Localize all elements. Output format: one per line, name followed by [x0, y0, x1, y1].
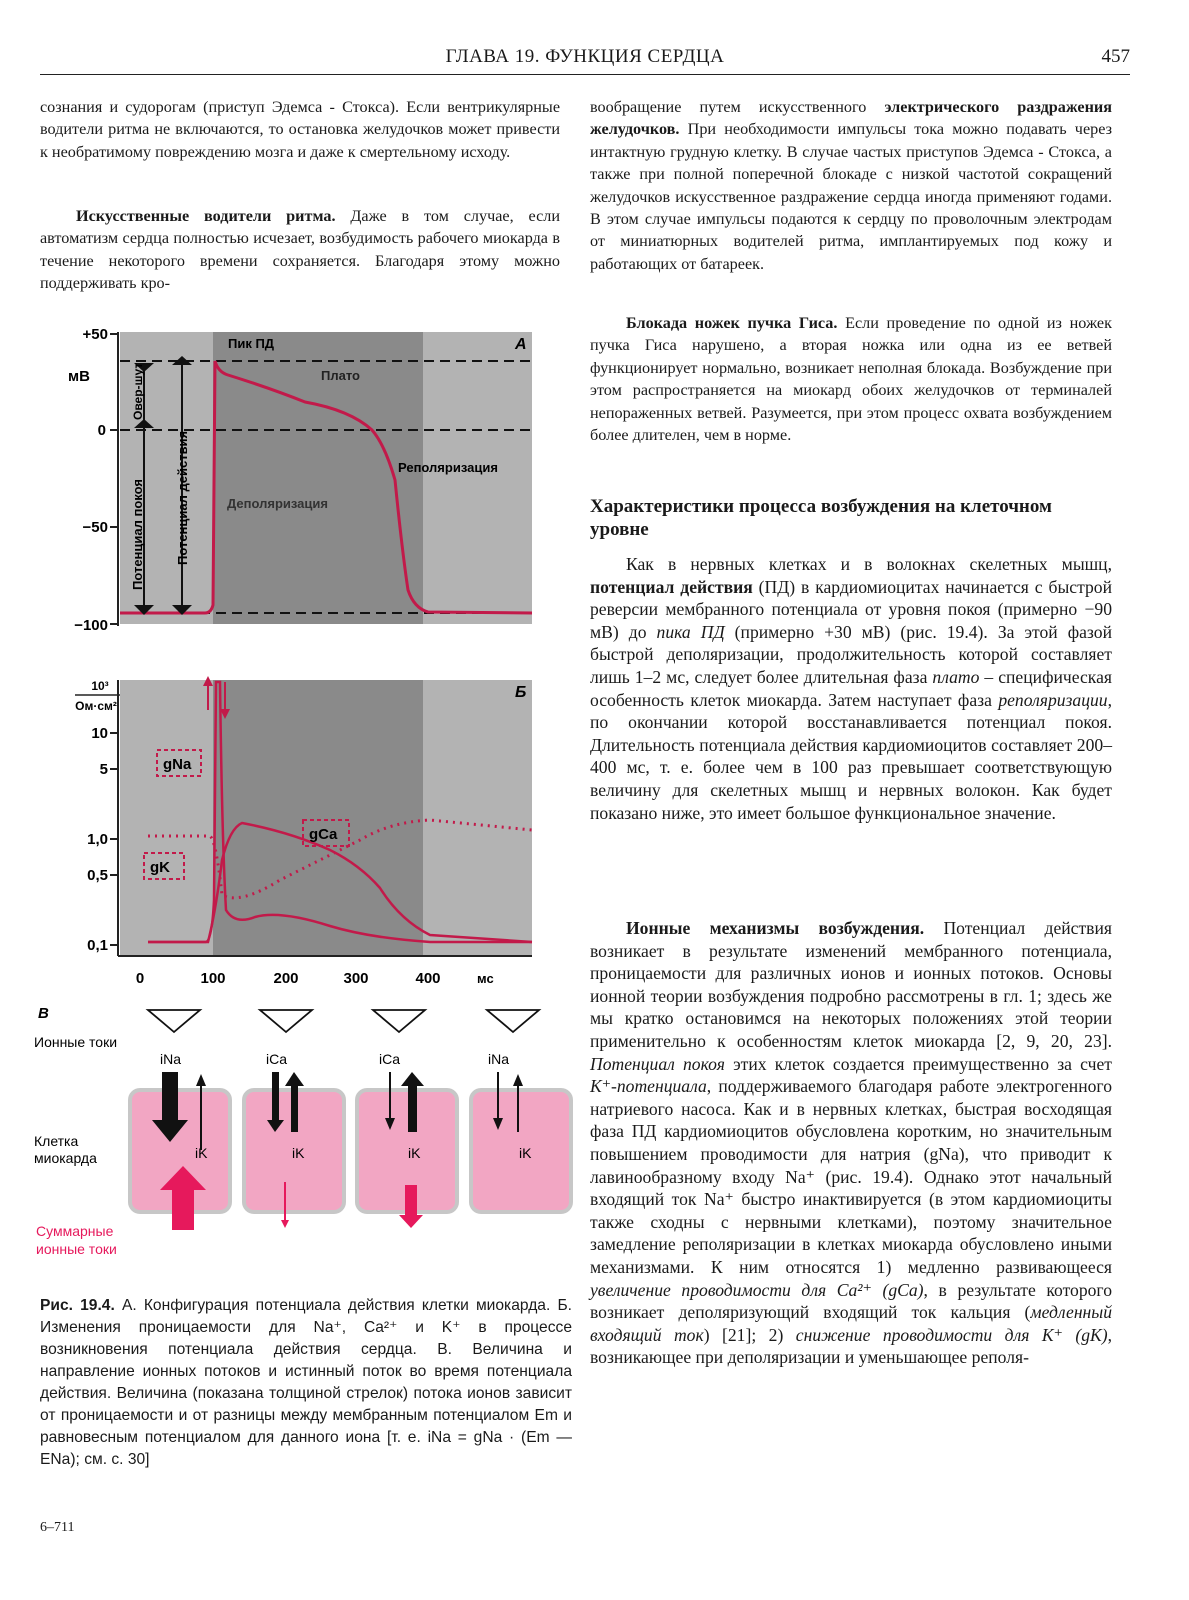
left-paragraph-2: [40, 205, 560, 295]
cell-3-top-label: iCa: [379, 1051, 401, 1067]
caption-text: А. Конфигурация потенциала действия клетки миокарда. Б. Изменения проницаемости для Na⁺, Ca²⁺ и K⁺ в процессе возникновения потенциала действия сердца. В. Величина и направление ионных потоков и истинный поток во время потенциала действия. Величина (показана толщиной стрелок) потока ионов зависит от проницаемости и от разницы между мембранным потенциалом Em и равновесным потенциалом для данного иона [т. е. iNa = gNa · (Em — ENa); см. с. 30]: [40, 1297, 573, 1468]
net-inward-arrow: [172, 1190, 194, 1230]
phase-marker-triangle: [260, 1010, 312, 1032]
left-paragraph-1: сознания и судорогам (приступ Эдемса - Стокса). Если вентрикулярные водители ритма не включаются, то остановка желудочков может привести к необратимому повреждению мозга и даже к смертельному исходу.: [40, 98, 560, 161]
panel-a-letter: А: [515, 336, 527, 353]
panel-b-dark-region: [213, 680, 423, 956]
text-run: – специфическая особенность клеток миокарда. Затем наступает фаза: [590, 666, 1112, 710]
x-tick-label: 100: [200, 970, 226, 987]
phase-marker-triangle: [373, 1010, 425, 1032]
italic-run: K⁺-потенциала: [590, 1076, 707, 1097]
text-run: , возникающее при деполяризации и уменьшающее реполя-: [590, 1324, 1112, 1368]
text-run: , по окончании которой восстанавливается потенциал покоя. Длительность потенциала действия кардиомиоцитов составляет 200–400 мс, т. е. более чем в 100 раз превышает соответствующую величину для скелетных мышц и нервных волокон. Как будет показано ниже, это имеет большое функциональное значение.: [590, 689, 1112, 823]
summary-currents-label-2: ионные токи: [36, 1241, 117, 1257]
right-paragraph-2: [590, 312, 1112, 446]
cell-3-bottom-label: iK: [408, 1145, 421, 1161]
page-number: 457: [1101, 46, 1130, 67]
ionic-heading: Ионные механизмы возбуждения.: [626, 918, 925, 938]
text-run: При необходимости импульсы тока можно подавать через интактную грудную клетку. В случае частых приступов Эдемса - Стокса, а также при полной поперечной блокаде с низкой частотой сокращений желудочков искусственное раздражение сердца иногда применяют годами. В этом случае импульсы подаются к сердцу по проволочным электродам от миниатюрных водителей ритма, имплантируемых под кожу и работающих от батареек.: [590, 120, 1112, 273]
y-tick-label: 1,0: [87, 831, 108, 848]
phase-marker-triangle: [148, 1010, 200, 1032]
x-tick-label: 300: [343, 970, 369, 987]
k-out-arrow-head: [285, 1072, 304, 1086]
net-outward-arrow-head: [399, 1215, 423, 1228]
k-out-arrow: [408, 1084, 417, 1132]
cell-2-top-label: iCa: [266, 1051, 288, 1067]
myocardial-cell-label-2: миокарда: [34, 1150, 97, 1166]
summary-currents-label: Суммарные: [36, 1223, 114, 1239]
na-in-arrow: [162, 1072, 178, 1120]
x-tick-label: 400: [415, 970, 441, 987]
y-tick-label: −50: [82, 519, 108, 536]
plateau-label: Плато: [321, 368, 360, 383]
right-paragraph-4: [590, 917, 1112, 1369]
figure-caption: [40, 1295, 572, 1471]
italic-run: плато: [932, 666, 980, 687]
cell-1-bottom-label: iK: [195, 1145, 208, 1161]
bold-run: потенциал действия: [590, 576, 753, 597]
panel-c: [34, 1005, 571, 1257]
k-out-arrow-head: [513, 1074, 523, 1086]
panel-c-letter: В: [38, 1005, 49, 1022]
x-tick-label: 0: [135, 970, 145, 987]
g-na-label: gNa: [163, 756, 192, 773]
y-tick-label: 0,1: [87, 937, 108, 954]
text-run: этих клеток создается преимущественно за счет: [724, 1053, 1112, 1074]
g-ca-label: gCa: [309, 826, 338, 843]
text-run: (ПД) в кардиомиоцитах начинается с быстрой реверсии мембранного потенциала от уровня покоя (примерно −90 мВ) до: [590, 576, 1112, 642]
myocardial-cell-3: [357, 1051, 457, 1228]
chapter-title: ГЛАВА 19. ФУНКЦИЯ СЕРДЦА: [445, 46, 725, 67]
italic-run: реполяризации: [998, 689, 1108, 710]
net-outward-arrow: [405, 1185, 417, 1215]
cell-4-bottom-label: iK: [519, 1145, 532, 1161]
net-current-arrow-head: [281, 1220, 289, 1228]
pacemaker-heading: Искусственные водители ритма.: [76, 207, 336, 225]
text-run: вообращение путем искусственного: [590, 98, 885, 116]
y-tick-label: 5: [99, 761, 108, 778]
italic-run: медленный входящий ток: [590, 1302, 1112, 1345]
myocardial-cell-label: Клетка: [34, 1133, 79, 1149]
text-run: , в результате которого возникает деполяризующий входящий ток кальция (: [590, 1279, 1113, 1323]
section-heading: Характеристики процесса возбуждения на клеточном уровне: [590, 496, 1052, 540]
right-paragraph-1: [590, 96, 1112, 275]
peak-label: Пик ПД: [228, 336, 275, 351]
overshoot-label: Овер-шут: [131, 362, 145, 420]
k-out-arrow-head: [196, 1074, 206, 1086]
action-potential-label: Потенциал действия: [175, 430, 190, 565]
depolarization-label: Деполяризация: [227, 496, 328, 511]
running-header: [40, 44, 1130, 75]
panel-a: [68, 326, 532, 634]
pacemaker-text: Даже в том случае, если автоматизм сердца полностью исчезает, возбудимость рабочего миокарда в течение некоторого времени сохраняется. Благодаря этому можно поддерживать кро-: [40, 207, 560, 293]
ca-in-arrow: [272, 1072, 279, 1120]
his-bundle-heading: Блокада ножек пучка Гиса.: [626, 314, 838, 332]
text-run: (примерно +30 мВ) (рис. 19.4). За этой фазой быстрой деполяризации, продолжительность которой составляет лишь 1–2 мс, следует более длительная фаза: [590, 621, 1112, 687]
x-unit-label: мс: [477, 971, 494, 986]
figure-19-4: [30, 320, 575, 1290]
panel-a-dark-region: [213, 332, 423, 624]
cell-2-bottom-label: iK: [292, 1145, 305, 1161]
unit-label: мВ: [68, 368, 90, 385]
italic-run: пика ПД: [656, 621, 725, 642]
bold-run: электрического раздражения желудочков.: [590, 98, 1113, 139]
y-tick-label: 0: [97, 422, 106, 439]
signature-mark: 6–711: [40, 1520, 75, 1535]
italic-run: снижение проводимости для K⁺ (gK): [795, 1324, 1108, 1345]
right-paragraph-3: [590, 553, 1112, 824]
y-tick-label: +50: [82, 326, 108, 343]
cell-4-top-label: iNa: [488, 1051, 510, 1067]
phase-marker-triangle: [487, 1010, 539, 1032]
text-run: Потенциал действия возникает в результате изменений мембранного потенциала, проницаемости для различных ионов и ионных потоков. Основы ионной теории возбуждения подробно рассмотрены в гл. 1; здесь же мы кратко остановимся на некоторых положениях этой теории применительно к особенностям клеток миокарда [2, 9, 20, 23].: [590, 918, 1112, 1051]
italic-run: увеличение проводимости для Ca²⁺ (gCa): [590, 1279, 924, 1300]
panel-b: [75, 676, 532, 987]
k-out-arrow: [291, 1084, 298, 1132]
text-run: , поддерживаемого благодаря работе электрогенного натриевого насоса. Как и в нервных клетках, быстрая восходящая фаза ПД кардиомиоцитов обусловлена коротким, но значительным повышением проводимости для натрия (gNa), что приводит к лавинообразному входу Na⁺ (рис. 19.4). Однако этот начальный входящий ток Na⁺ быстро инактивируется (в этом кардиомиоциты также сходны с нервными клетками), поэтому значительное замедление реполяризации в клетках миокарда обусловлено иными механизмами. К ним относятся 1) медленно развивающееся: [590, 1076, 1112, 1277]
g-k-label: gK: [150, 859, 170, 876]
panel-b-letter: Б: [515, 684, 527, 701]
y-tick-label: −100: [74, 617, 108, 634]
figure-number: Рис. 19.4.: [40, 1297, 115, 1314]
cell-1-top-label: iNa: [160, 1051, 182, 1067]
text-run: Как в нервных клетках и в волокнах скелетных мышц,: [626, 554, 1112, 574]
unit-top: 10³: [91, 679, 109, 693]
italic-run: Потенциал покоя: [590, 1053, 725, 1074]
repolarization-label: Реполяризация: [398, 460, 498, 475]
myocardial-cell-4: [471, 1051, 571, 1212]
text-run: Если проведение по одной из ножек пучка Гиса нарушено, а вторая ножка или одна из ее ветвей функционирует нормально, возникает неполная блокада. Возбуждение при этом распространяется на миокард обоих желудочков от терминалей непораженных ветвей. Разумеется, при этом процесс охвата возбуждением более длителен, чем в норме.: [590, 314, 1112, 445]
ionic-currents-label: Ионные токи: [34, 1034, 118, 1050]
k-out-arrow-head: [401, 1072, 424, 1086]
unit-bottom: Ом·см²: [75, 699, 117, 713]
text-run: ) [21]; 2): [703, 1324, 796, 1345]
y-tick-label: 10: [91, 725, 108, 742]
myocardial-cell-1: [130, 1051, 230, 1230]
myocardial-cell-2: [244, 1051, 344, 1228]
x-tick-label: 200: [273, 970, 299, 987]
resting-potential-label: Потенциал покоя: [130, 479, 145, 590]
y-tick-label: 0,5: [87, 867, 108, 884]
